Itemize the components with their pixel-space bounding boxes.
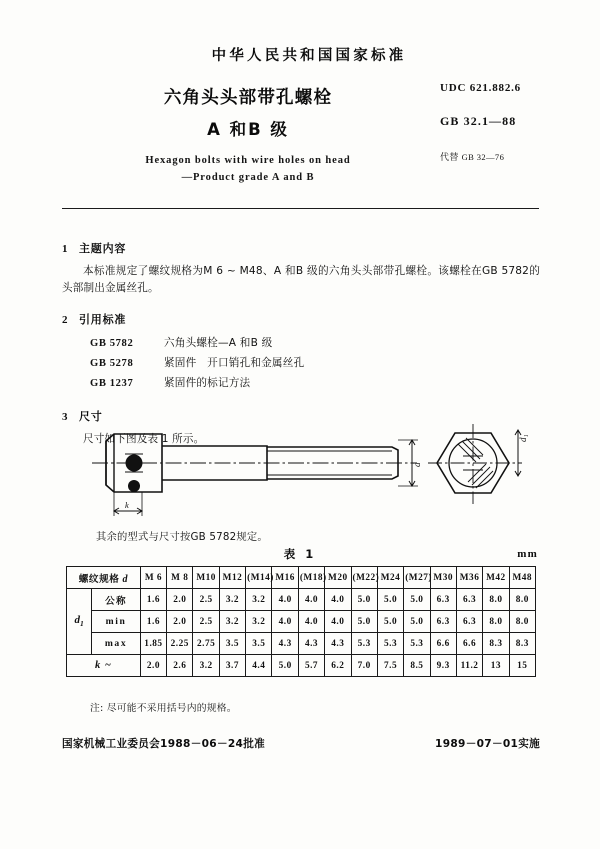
document-body [62,226,540,448]
english-title-line1: Hexagon bolts with wire holes on head [145,155,351,167]
table-cell: 5.0 [377,611,403,633]
table-cell: 3.5 [246,633,272,655]
reference-title: 紧固件的标记方法 [164,377,251,389]
dimensions-table-wrapper [66,566,536,677]
table-cell: 6.3 [456,611,482,633]
table-cell: 5.0 [377,589,403,611]
footer-approval-text: 国家机械工业委员会1988－06－24批准 [62,738,265,750]
table-footnote: 注: 尽可能不采用括号内的规格。 [90,703,237,714]
table-cell: 1.85 [140,633,166,655]
table-header-size: M30 [430,567,456,589]
row-label-k: k ~ [67,655,141,677]
replaces-label: 代替 [440,153,459,163]
table-cell: 2.0 [167,611,193,633]
replaces-note [440,150,590,163]
head-offset-dimension-label: k [125,500,129,510]
table-header-size: M 8 [167,567,193,589]
technical-drawing-figure [62,416,540,524]
table-header-size: (M14) [246,567,272,589]
reference-code: GB 5278 [90,358,134,370]
section-1-paragraph: 本标准规定了螺纹规格为M 6 ~ M48、A 和B 级的六角头头部带孔螺栓。该螺栓在GB 5782的头部制出金属丝孔。 [62,265,540,295]
section-title-2: 引用标准 [79,313,127,327]
table-cell: 6.3 [430,589,456,611]
table-header-size: (M27) [404,567,430,589]
table-cell: 3.2 [246,589,272,611]
table-cell: 4.0 [298,589,324,611]
footer-implementation-text: 1989－07－01实施 [435,738,540,750]
section-number-3: 3 [62,410,69,423]
side-view-dimension-label: d [412,462,422,467]
table-header-size: M16 [272,567,298,589]
table-caption: 表 1 [283,547,317,561]
standard-number: GB 32.1—88 [440,114,517,128]
bolt-drawing-svg [62,416,540,524]
row-label: max [92,633,140,655]
table-cell: 13 [483,655,509,677]
table-cell: 6.6 [456,633,482,655]
table-cell: 2.6 [167,655,193,677]
section-title-3: 尺寸 [79,409,103,423]
table-cell: 5.7 [298,655,324,677]
table-row [67,633,536,655]
reference-title: 紧固件 开口销孔和金属丝孔 [164,357,305,370]
table-cell: 8.3 [509,633,535,655]
table-cell: 6.3 [430,611,456,633]
referenced-standards-list [62,334,540,394]
table-cell: 4.3 [325,633,351,655]
national-standard-banner: 中华人民共和国国家标准 [211,48,407,64]
table-cell: 2.0 [167,589,193,611]
row-group-label-d1: $d_1$ [67,589,92,655]
table-header-spec-label [67,567,141,589]
table-cell: 1.6 [140,589,166,611]
table-header-size: (M18) [298,567,324,589]
table-header-size: (M22) [351,567,377,589]
table-cell: 4.3 [272,633,298,655]
table-cell: 2.75 [193,633,219,655]
list-item [90,374,540,394]
head-view-dimension-label: d₁ [518,434,528,442]
table-cell: 3.2 [219,611,245,633]
table-cell: 15 [509,655,535,677]
table-cell: 5.0 [404,611,430,633]
table-cell: 5.3 [377,633,403,655]
section-heading-1 [62,240,540,256]
table-cell: 2.5 [193,611,219,633]
table-cell: 6.3 [456,589,482,611]
table-cell: 8.3 [483,633,509,655]
table-cell: 3.2 [193,655,219,677]
table-row [67,611,536,633]
table-cell: 4.0 [272,589,298,611]
section-title-1: 主题内容 [79,242,127,255]
table-cell: 5.0 [404,589,430,611]
table-header-size: M42 [483,567,509,589]
table-header-row [67,567,536,589]
table-cell: 2.5 [193,589,219,611]
table-cell: 5.3 [351,633,377,655]
table-cell: 11.2 [456,655,482,677]
spec-label-symbol: d [122,573,129,585]
standard-metadata [440,82,590,163]
table-unit-label: mm [517,548,538,560]
section-heading-2 [62,311,540,327]
table-cell: 7.5 [377,655,403,677]
table-cell: 5.0 [272,655,298,677]
table-cell: 8.0 [509,611,535,633]
english-title [98,153,398,187]
table-cell: 4.3 [298,633,324,655]
table-header-size: M12 [219,567,245,589]
document-header [0,44,600,184]
table-header-size: M36 [456,567,482,589]
table-cell: 2.25 [167,633,193,655]
spec-label-text: 螺纹规格 [78,573,120,585]
table-cell: 4.4 [246,655,272,677]
table-cell: 6.2 [325,655,351,677]
reference-code: GB 1237 [90,378,134,389]
table-cell: 8.0 [483,611,509,633]
dimensions-table [66,566,536,677]
table-header-size: M10 [193,567,219,589]
section-number-2: 2 [62,314,69,327]
table-cell: 5.0 [351,589,377,611]
table-header-size: M24 [377,567,403,589]
document-footer [62,736,540,751]
table-cell: 3.5 [219,633,245,655]
table-header-size: M48 [509,567,535,589]
table-cell: 3.2 [219,589,245,611]
reference-code: GB 5782 [90,338,134,350]
section-3-paragraph: 尺寸如下图及表 1 所示。 [83,432,205,445]
table-cell: 8.0 [509,589,535,611]
figure-note: 其余的型式与尺寸按GB 5782规定。 [96,531,268,543]
row-label: min [92,611,140,633]
table-cell: 4.0 [298,611,324,633]
page-subtitle-grade: A 和B 级 [207,120,289,140]
table-cell: 7.0 [351,655,377,677]
table-cell: 1.6 [140,611,166,633]
table-header-size: M 6 [140,567,166,589]
list-item [90,334,540,354]
table-cell: 3.7 [219,655,245,677]
table-row [67,655,536,677]
table-cell: 8.0 [483,589,509,611]
row-label: 公称 [92,589,140,611]
title-block [98,86,398,187]
table-cell: 6.6 [430,633,456,655]
table-row [67,589,536,611]
table-cell: 4.0 [325,611,351,633]
table-cell: 3.2 [246,611,272,633]
list-item [90,354,540,374]
page-title: 六角头头部带孔螺栓 [163,88,333,108]
table-cell: 5.3 [404,633,430,655]
table-cell: 8.5 [404,655,430,677]
udc-code: UDC 621.882.6 [440,82,521,94]
table-cell: 5.0 [351,611,377,633]
replaces-value: GB 32—76 [461,152,505,162]
reference-title: 六角头螺栓—A 和B 级 [164,337,273,350]
table-cell: 4.0 [325,589,351,611]
table-cell: 9.3 [430,655,456,677]
table-cell: 2.0 [140,655,166,677]
table-cell: 4.0 [272,611,298,633]
header-divider-rule [62,208,539,209]
table-header-size: M20 [325,567,351,589]
section-number-1: 1 [62,243,69,255]
english-title-line2: —Product grade A and B [181,172,315,184]
